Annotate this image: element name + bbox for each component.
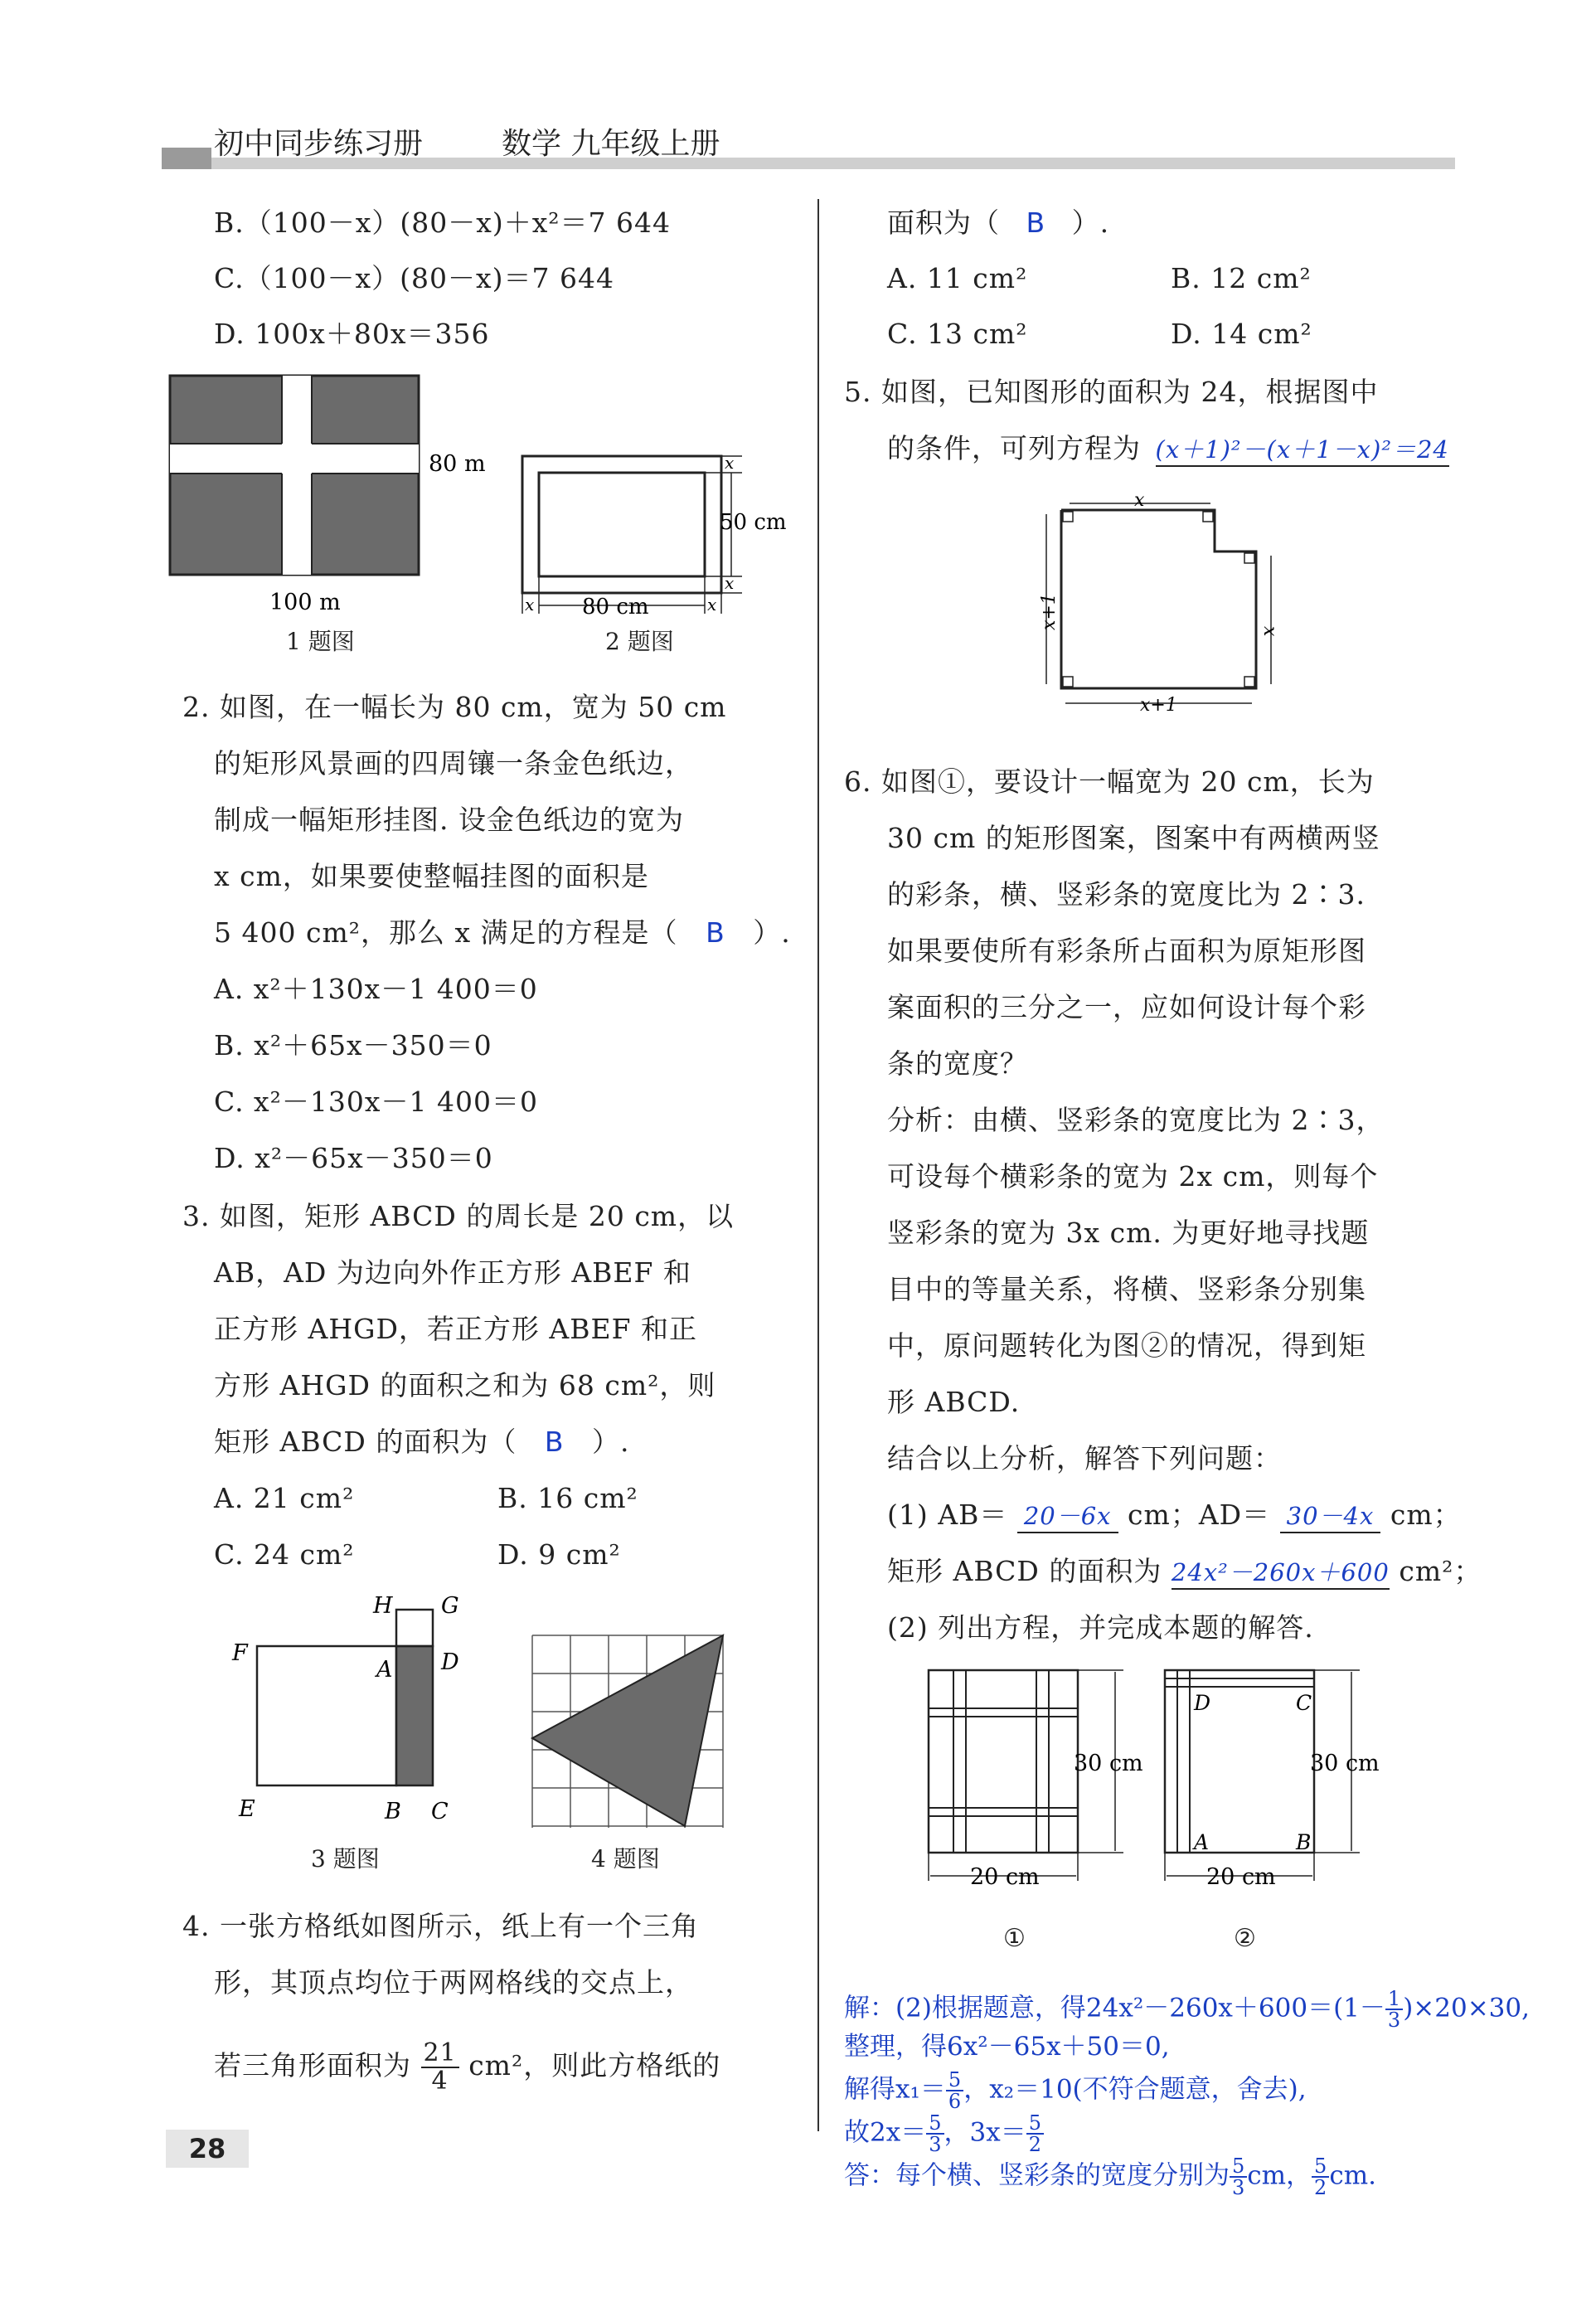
q5-answer: (x＋1)²－(x＋1－x)²＝24 bbox=[1156, 434, 1449, 467]
figure-6-2 bbox=[1148, 1659, 1397, 1891]
fig6-caption-2: ② bbox=[1234, 1924, 1256, 1953]
q4-line-3-text: 若三角形面积为 bbox=[214, 2049, 411, 2082]
q6-analysis-3: 竖彩条的宽为 3x cm. 为更好地寻找题 bbox=[887, 1217, 1370, 1249]
solution-line-1 bbox=[844, 1989, 1530, 2030]
solution-frac-5-2-den: 2 bbox=[1028, 2133, 1041, 2156]
fig3-label-e: E bbox=[239, 1796, 255, 1822]
fig2-caption: 2 题图 bbox=[605, 628, 674, 655]
solution-l4b: ，3x＝ bbox=[944, 2117, 1026, 2148]
fig6-2-label-c: C bbox=[1296, 1691, 1312, 1715]
q6-line-2: 30 cm 的矩形图案，图案中有两横两竖 bbox=[887, 822, 1380, 854]
q6-analysis-7: 结合以上分析，解答下列问题： bbox=[887, 1442, 1282, 1474]
fig6-2-height-label: 30 cm bbox=[1310, 1751, 1380, 1776]
q6-ab-answer: 20－6x bbox=[1017, 1500, 1118, 1533]
fig3-label-g: G bbox=[441, 1593, 459, 1619]
solution-l5b: cm， bbox=[1247, 2160, 1312, 2191]
q2-line-5-end: ）. bbox=[753, 916, 791, 949]
solution-frac-5-3b-num: 5 bbox=[1230, 2156, 1247, 2178]
solution-line-2: 整理，得6x²－65x＋50＝0, bbox=[844, 2032, 1170, 2062]
q4-line-2: 形，其顶点均位于两网格线的交点上， bbox=[214, 1966, 693, 1999]
solution-frac-1-3-den: 3 bbox=[1387, 2009, 1401, 2032]
q4-fraction bbox=[421, 2040, 459, 2095]
fig2-x-left: x bbox=[525, 595, 535, 615]
fig1-width-label: 100 m bbox=[269, 590, 341, 615]
q3-line-5-end: ）. bbox=[592, 1426, 630, 1458]
header-bar-dark bbox=[162, 148, 211, 169]
solution-frac-5-2b-num: 5 bbox=[1312, 2156, 1329, 2178]
q6-line-5: 案面积的三分之一，应如何设计每个彩 bbox=[887, 991, 1366, 1023]
fig2-x-right-top: x bbox=[725, 453, 735, 473]
q4-option-d: D. 14 cm² bbox=[1171, 318, 1312, 350]
q1-option-b: B.（100－x）(80－x)＋x²＝7 644 bbox=[214, 206, 672, 239]
q4-option-c: C. 13 cm² bbox=[887, 318, 1028, 350]
column-divider bbox=[817, 199, 819, 2131]
q3-line-4: 方形 AHGD 的面积之和为 68 cm²，则 bbox=[214, 1369, 716, 1401]
fig6-1-height-label: 30 cm bbox=[1074, 1751, 1143, 1776]
figure-6-1 bbox=[912, 1659, 1152, 1891]
q6-p1-prefix: (1) AB＝ bbox=[887, 1499, 1008, 1531]
solution-l1b: )×20×30, bbox=[1403, 1993, 1530, 2023]
q3-line-5 bbox=[214, 1423, 630, 1461]
solution-l5a: 答：每个横、竖彩条的宽度分别为 bbox=[844, 2160, 1230, 2191]
solution-l3b: ，x₂＝10(不符合题意，舍去), bbox=[963, 2074, 1307, 2105]
q6-part2: (2) 列出方程，并完成本题的解答. bbox=[887, 1611, 1314, 1644]
fig6-2-width-label: 20 cm bbox=[1206, 1864, 1276, 1890]
q4-option-b: B. 12 cm² bbox=[1171, 262, 1312, 294]
q6-p1-suffix: cm； bbox=[1390, 1499, 1462, 1531]
q2-option-c: C. x²－130x－1 400＝0 bbox=[214, 1086, 538, 1118]
q3-option-a: A. 21 cm² bbox=[214, 1482, 355, 1514]
solution-frac-5-6 bbox=[946, 2070, 963, 2111]
q4-option-a: A. 11 cm² bbox=[887, 262, 1028, 294]
q4-line-3-end: cm²，则此方格纸的 bbox=[468, 2049, 721, 2082]
fig3-label-d: D bbox=[441, 1649, 459, 1675]
q3-line-3: 正方形 AHGD，若正方形 ABEF 和正 bbox=[214, 1313, 697, 1345]
q2-line-1: 2. 如图，在一幅长为 80 cm，宽为 50 cm bbox=[182, 691, 727, 723]
fig2-x-right: x bbox=[707, 595, 717, 615]
fig1-caption: 1 题图 bbox=[286, 628, 355, 655]
solution-line-4 bbox=[844, 2113, 1044, 2154]
solution-frac-5-2 bbox=[1026, 2113, 1044, 2154]
solution-line-5 bbox=[844, 2156, 1376, 2198]
q4-line-3 bbox=[214, 2040, 720, 2095]
q2-line-4: x cm，如果要使整幅挂图的面积是 bbox=[214, 860, 649, 892]
fig6-2-label-b: B bbox=[1296, 1830, 1312, 1854]
q6-analysis-1: 分析：由横、竖彩条的宽度比为 2∶3， bbox=[887, 1104, 1385, 1136]
figure-1 bbox=[162, 369, 526, 618]
q3-option-c: C. 24 cm² bbox=[214, 1538, 355, 1571]
q4-answer: B bbox=[1026, 206, 1046, 239]
figure-5 bbox=[1036, 493, 1285, 717]
fig6-caption-1: ① bbox=[1003, 1924, 1026, 1953]
q2-option-d: D. x²－65x－350＝0 bbox=[214, 1142, 493, 1174]
q6-line-6: 条的宽度？ bbox=[887, 1047, 1028, 1080]
q6-analysis-5: 中，原问题转化为图②的情况，得到矩 bbox=[887, 1329, 1366, 1362]
solution-l4a: 故2x＝ bbox=[844, 2117, 927, 2148]
figure-4 bbox=[529, 1632, 728, 1831]
fig5-left-label: x+1 bbox=[1039, 593, 1060, 630]
q4-frac-num: 21 bbox=[421, 2040, 459, 2068]
q6-line-1: 6. 如图①，要设计一幅宽为 20 cm，长为 bbox=[844, 765, 1375, 798]
solution-l3a: 解得x₁＝ bbox=[844, 2074, 946, 2105]
solution-l5c: cm. bbox=[1329, 2160, 1376, 2191]
fig5-top-label: x bbox=[1134, 493, 1145, 511]
solution-frac-5-2b-den: 2 bbox=[1314, 2176, 1327, 2199]
fig3-label-a: A bbox=[376, 1657, 393, 1683]
solution-l1a: 解：(2)根据题意，得24x²－260x＋600＝(1－ bbox=[844, 1993, 1385, 2023]
fig5-right-label: x bbox=[1259, 626, 1280, 637]
q6-analysis-6: 形 ABCD. bbox=[887, 1386, 1021, 1418]
q5-line-2 bbox=[887, 430, 1449, 468]
q6-analysis-4: 目中的等量关系，将横、竖彩条分别集 bbox=[887, 1273, 1366, 1305]
q2-answer: B bbox=[706, 916, 725, 949]
q4-line-1: 4. 一张方格纸如图所示，纸上有一个三角 bbox=[182, 1910, 699, 1942]
solution-frac-5-3-num: 5 bbox=[926, 2113, 944, 2135]
solution-frac-5-3 bbox=[926, 2113, 944, 2154]
fig5-bottom-label: x+1 bbox=[1140, 695, 1177, 716]
q2-line-2: 的矩形风景画的四周镶一条金色纸边， bbox=[214, 747, 693, 780]
q3-option-d: D. 9 cm² bbox=[497, 1538, 621, 1571]
fig1-height-label: 80 m bbox=[429, 451, 486, 477]
q3-line-1: 3. 如图，矩形 ABCD 的周长是 20 cm，以 bbox=[182, 1200, 735, 1232]
solution-frac-5-3b-den: 3 bbox=[1232, 2176, 1245, 2199]
header-series: 初中同步练习册 bbox=[214, 127, 424, 161]
q6-ad-answer: 30－4x bbox=[1280, 1500, 1381, 1533]
q2-option-b: B. x²＋65x－350＝0 bbox=[214, 1029, 492, 1061]
q6-analysis-2: 可设每个横彩条的宽为 2x cm，则每个 bbox=[887, 1160, 1379, 1193]
fig3-label-f: F bbox=[232, 1640, 248, 1666]
q2-line-5-text: 5 400 cm²，那么 x 满足的方程是（ bbox=[214, 916, 678, 949]
solution-frac-5-6-num: 5 bbox=[946, 2070, 963, 2091]
q5-line-1: 5. 如图，已知图形的面积为 24，根据图中 bbox=[844, 376, 1379, 408]
fig4-triangle bbox=[532, 1635, 723, 1826]
header-subject: 数学 九年级上册 bbox=[502, 127, 720, 161]
q6-line-4: 如果要使所有彩条所占面积为原矩形图 bbox=[887, 935, 1366, 967]
page-number: 28 bbox=[166, 2130, 249, 2168]
q3-option-b: B. 16 cm² bbox=[497, 1482, 638, 1514]
fig2-width-label: 80 cm bbox=[582, 595, 649, 618]
solution-frac-5-3b bbox=[1230, 2156, 1247, 2198]
fig6-1-width-label: 20 cm bbox=[970, 1864, 1040, 1890]
solution-frac-5-2-num: 5 bbox=[1026, 2113, 1044, 2135]
solution-frac-5-2b bbox=[1312, 2156, 1329, 2198]
q3-line-2: AB，AD 为边向外作正方形 ABEF 和 bbox=[214, 1256, 691, 1289]
figure-2 bbox=[514, 431, 813, 618]
q2-line-5 bbox=[214, 914, 791, 952]
q6-area bbox=[887, 1552, 1482, 1591]
q5-line-2-text: 的条件，可列方程为 bbox=[887, 432, 1141, 464]
solution-line-3 bbox=[844, 2070, 1307, 2111]
q6-area-prefix: 矩形 ABCD 的面积为 bbox=[887, 1555, 1162, 1587]
solution-frac-5-3-den: 3 bbox=[929, 2133, 942, 2156]
fig6-2-label-d: D bbox=[1194, 1691, 1211, 1715]
q4-tail bbox=[887, 204, 1109, 242]
solution-frac-5-6-den: 6 bbox=[948, 2090, 962, 2113]
q2-option-a: A. x²＋130x－1 400＝0 bbox=[214, 973, 538, 1005]
fig3-label-c: C bbox=[431, 1799, 449, 1824]
fig2-height-label: 50 cm bbox=[720, 510, 787, 535]
q4-frac-den: 4 bbox=[431, 2067, 449, 2096]
solution-frac-1-3 bbox=[1385, 1989, 1403, 2030]
figure-3 bbox=[224, 1592, 481, 1833]
solution-frac-1-3-num: 1 bbox=[1385, 1989, 1403, 2010]
q6-area-answer: 24x²－260x＋600 bbox=[1172, 1557, 1390, 1590]
fig6-2-label-a: A bbox=[1194, 1830, 1210, 1854]
q1-option-c: C.（100－x）(80－x)＝7 644 bbox=[214, 262, 614, 294]
q2-line-3: 制成一幅矩形挂图. 设金色纸边的宽为 bbox=[214, 804, 684, 836]
fig3-caption: 3 题图 bbox=[311, 1845, 380, 1873]
q6-part1 bbox=[887, 1496, 1462, 1534]
q6-area-suffix: cm²； bbox=[1399, 1555, 1482, 1587]
fig4-caption: 4 题图 bbox=[591, 1845, 660, 1873]
q1-option-d: D. 100x＋80x＝356 bbox=[214, 318, 490, 350]
fig2-x-right-bottom: x bbox=[725, 573, 735, 593]
fig3-label-b: B bbox=[385, 1799, 401, 1824]
q3-line-5-text: 矩形 ABCD 的面积为（ bbox=[214, 1426, 517, 1458]
q6-p1-mid: cm；AD＝ bbox=[1128, 1499, 1271, 1531]
q4-tail-end: ）. bbox=[1071, 206, 1110, 239]
q4-tail-text: 面积为（ bbox=[887, 206, 1000, 239]
q3-answer: B bbox=[544, 1426, 565, 1458]
fig3-label-h: H bbox=[373, 1593, 393, 1619]
q6-line-3: 的彩条，横、竖彩条的宽度比为 2∶3. bbox=[887, 878, 1366, 911]
